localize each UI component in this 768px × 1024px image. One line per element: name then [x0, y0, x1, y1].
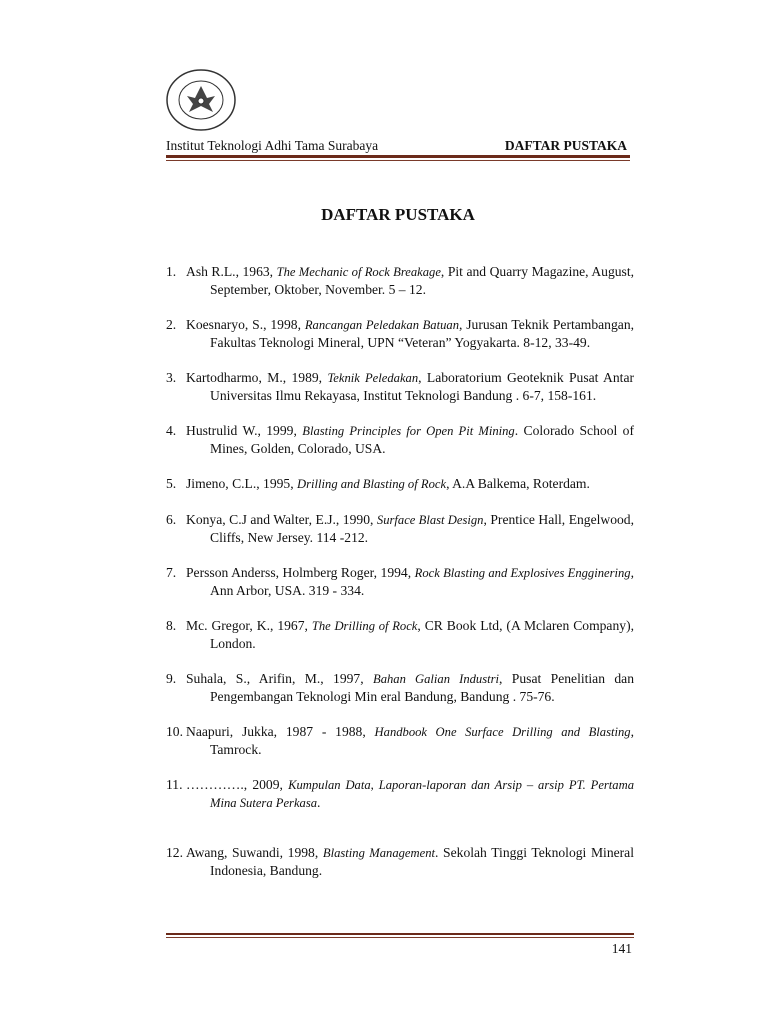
header-rule — [166, 155, 630, 163]
reference-item: 7. Persson Anderss, Holmberg Roger, 1994, Rock Blasting and Explosives Engginering, Ann Arbor, USA. 319 - 334. — [166, 565, 635, 598]
reference-item: 12. Awang, Suwandi, 1998, Blasting Management. Sekolah Tinggi Teknologi Mineral Indonesia, Bandung. — [166, 845, 634, 878]
reference-item: 4. Hustrulid W., 1999, Blasting Principles for Open Pit Mining. Colorado School of Mines, Golden, Colorado, USA. — [166, 423, 634, 456]
header-institution: Institut Teknologi Adhi Tama Surabaya — [166, 138, 379, 153]
reference-item: 3. Kartodharmo, M., 1989, Teknik Peledakan, Laboratorium Geoteknik Pusat Antar Universitas Ilmu Rekayasa, Institut Teknologi Bandung . 6-7, 158-161. — [166, 370, 635, 403]
reference-item: 9. Suhala, S., Arifin, M., 1997, Bahan Galian Industri, Pusat Penelitian dan Pengembangan Teknologi Min eral Bandung, Bandung . 75-76. — [166, 671, 635, 704]
reference-item: 6. Konya, C.J and Walter, E.J., 1990, Surface Blast Design, Prentice Hall, Engelwood, Cliffs, New Jersey. 114 -212. — [166, 512, 635, 545]
page-number: 141 — [611, 941, 632, 956]
reference-item: 10. Naapuri, Jukka, 1987 - 1988, Handbook One Surface Drilling and Blasting, Tamrock. — [166, 724, 635, 757]
institution-logo — [165, 68, 237, 132]
reference-item: 8. Mc. Gregor, K., 1967, The Drilling of Rock, CR Book Ltd, (A Mclaren Company), London. — [166, 618, 634, 651]
reference-item: 1. Ash R.L., 1963, The Mechanic of Rock Breakage, Pit and Quarry Magazine, August, September, Oktober, November. 5 – 12. — [166, 264, 635, 297]
page-title: DAFTAR PUSTAKA — [321, 205, 475, 224]
reference-list — [166, 263, 634, 897]
header-section: DAFTAR PUSTAKA — [504, 138, 627, 153]
reference-item: 2. Koesnaryo, S., 1998, Rancangan Peledakan Batuan, Jurusan Teknik Pertambangan, Fakultas Teknologi Mineral, UPN “Veteran” Yogyakarta. 8-12, 33-49. — [166, 317, 635, 350]
footer-rule — [166, 933, 634, 939]
reference-item: 11. …………., 2009, Kumpulan Data, Laporan-laporan dan Arsip – arsip PT. Pertama Mina Sutera Perkasa. — [166, 777, 634, 810]
reference-item: 5. Jimeno, C.L., 1995, Drilling and Blasting of Rock, A.A Balkema, Roterdam. — [166, 476, 590, 491]
